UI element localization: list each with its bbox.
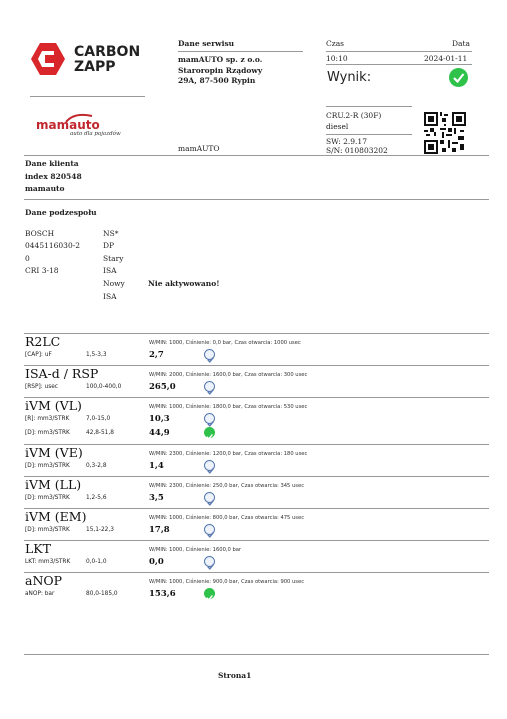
page-number: Strona1: [218, 671, 252, 680]
date-heading: Data: [452, 39, 470, 48]
check-blue-icon: [204, 492, 215, 503]
service-heading: Dane serwisu: [178, 39, 235, 48]
mamauto-logo-text: mamauto: [36, 118, 100, 132]
test-params: W/MIN: 1000, Ciśnienie: 0,0 bar, Czas otwarcia: 1000 usec: [149, 340, 301, 346]
test-row-value: 1,4: [149, 461, 164, 471]
test-row-label: [D]: mm3/STRK: [25, 495, 70, 501]
test-row-range: 42,8-51,8: [86, 430, 114, 436]
logo-text-line1: CARBON: [74, 44, 141, 60]
component-new: Nowy: [103, 279, 125, 288]
test-row-label: aNOP: bar: [25, 591, 55, 597]
test-row-value: 44,9: [149, 428, 170, 438]
test-row-range: 0,0-1,0: [86, 559, 107, 565]
component-heading: Dane podzespołu: [25, 208, 97, 217]
logo-text-line2: ZAPP: [74, 59, 116, 75]
service-city: 29A, 87-500 Rypin: [178, 76, 256, 85]
test-row-range: 7,0-15,0: [86, 416, 111, 422]
check-blue-icon: [204, 524, 215, 535]
test-row-label: [D]: mm3/STRK: [25, 430, 70, 436]
test-row-range: 1,5-3,3: [86, 352, 107, 358]
component-part-number: 0445116030-2: [25, 241, 81, 250]
test-row-value: 2,7: [149, 350, 164, 360]
test-divider: [24, 397, 489, 398]
service-name: mamAUTO sp. z o.o.: [178, 55, 263, 64]
check-blue-icon: [204, 556, 215, 567]
test-title: LKT: [25, 541, 51, 556]
component-type: CRI 3-18: [25, 266, 59, 275]
component-isa-old: ISA: [103, 266, 117, 275]
test-row-range: 80,0-185,0: [86, 591, 118, 597]
test-params: W/MIN: 1000, Ciśnienie: 900,0 bar, Czas otwarcia: 900 usec: [149, 579, 305, 585]
component-value: 0: [25, 254, 30, 263]
result-label: Wynik:: [327, 70, 372, 85]
test-row-value: 0,0: [149, 557, 164, 567]
test-title: iVM (EM): [25, 509, 87, 524]
test-row-label: LKT: mm3/STRK: [25, 559, 71, 565]
check-green-icon: [204, 588, 215, 599]
test-title: R2LC: [25, 334, 61, 349]
device-sn: S/N: 010803202: [326, 146, 388, 155]
test-row-value: 17,8: [149, 525, 170, 535]
component-isa-new: ISA: [103, 292, 117, 301]
component-status: Nie aktywowano!: [148, 279, 220, 288]
test-row-value: 3,5: [149, 493, 164, 503]
test-params: W/MIN: 2000, Ciśnienie: 1600,0 bar, Czas otwarcia: 300 usec: [149, 372, 308, 378]
test-row-value: 265,0: [149, 382, 176, 392]
check-blue-icon: [204, 413, 215, 424]
test-row-value: 153,6: [149, 589, 176, 599]
check-blue-icon: [204, 381, 215, 392]
test-row-label: [D]: mm3/STRK: [25, 527, 70, 533]
component-ns: NS*: [103, 229, 119, 238]
date-value: 2024-01-11: [424, 54, 468, 63]
client-heading: Dane klienta: [25, 159, 79, 168]
device-model: CRU.2-R (30F): [326, 111, 382, 120]
test-params: W/MIN: 1000, Ciśnienie: 800,0 bar, Czas otwarcia: 475 usec: [149, 515, 305, 521]
test-row-range: 15,1-22,3: [86, 527, 114, 533]
carbon-zapp-logo-icon: [30, 42, 66, 76]
time-heading: Czas: [326, 39, 345, 48]
service-street: Staroropin Rządowy: [178, 66, 263, 75]
test-params: W/MIN: 2300, Ciśnienie: 1200,0 bar, Czas otwarcia: 180 usec: [149, 451, 308, 457]
test-row-range: 100,0-400,0: [86, 384, 122, 390]
mamauto-logo: [36, 112, 136, 138]
component-old: Stary: [103, 254, 124, 263]
check-blue-icon: [204, 460, 215, 471]
test-title: iVM (LL): [25, 477, 82, 492]
result-ok-icon: [449, 68, 468, 87]
client-index: index 820548: [25, 172, 82, 181]
test-divider: [24, 333, 489, 334]
test-title: iVM (VE): [25, 445, 83, 460]
test-title: iVM (VL): [25, 398, 82, 413]
check-green-icon: [204, 427, 215, 438]
component-brand: BOSCH: [25, 229, 55, 238]
test-row-label: [RSP]: usec: [25, 384, 58, 390]
time-value: 10:10: [326, 54, 348, 63]
component-dp: DP: [103, 241, 115, 250]
mamauto-logo-slogan: auto dla pojazdów: [70, 131, 121, 137]
test-params: W/MIN: 1000, Ciśnienie: 1800,0 bar, Czas otwarcia: 530 usec: [149, 404, 308, 410]
carbon-zapp-logo: [30, 42, 140, 76]
device-fuel: diesel: [326, 122, 349, 131]
test-row-range: 1,2-5,6: [86, 495, 107, 501]
test-params: W/MIN: 2300, Ciśnienie: 250,0 bar, Czas otwarcia: 345 usec: [149, 483, 305, 489]
test-divider: [24, 572, 489, 573]
test-row-label: [CAP]: uF: [25, 352, 52, 358]
test-divider: [24, 508, 489, 509]
test-title: aNOP: [25, 573, 63, 588]
client-name: mamauto: [25, 184, 65, 193]
device-sw: SW: 2.9.17: [326, 137, 367, 146]
test-divider: [24, 540, 489, 541]
test-row-label: [D]: mm3/STRK: [25, 463, 70, 469]
test-divider: [24, 476, 489, 477]
test-divider: [24, 444, 489, 445]
qr-code: [424, 112, 466, 154]
test-row-label: [R]: mm3/STRK: [25, 416, 70, 422]
test-row-range: 0,3-2,8: [86, 463, 107, 469]
test-params: W/MIN: 1000, Ciśnienie: 1600,0 bar: [149, 547, 242, 553]
test-title: ISA-d / RSP: [25, 366, 99, 381]
service-station: mamAUTO: [178, 144, 220, 153]
check-blue-icon: [204, 349, 215, 360]
test-row-value: 10,3: [149, 414, 170, 424]
